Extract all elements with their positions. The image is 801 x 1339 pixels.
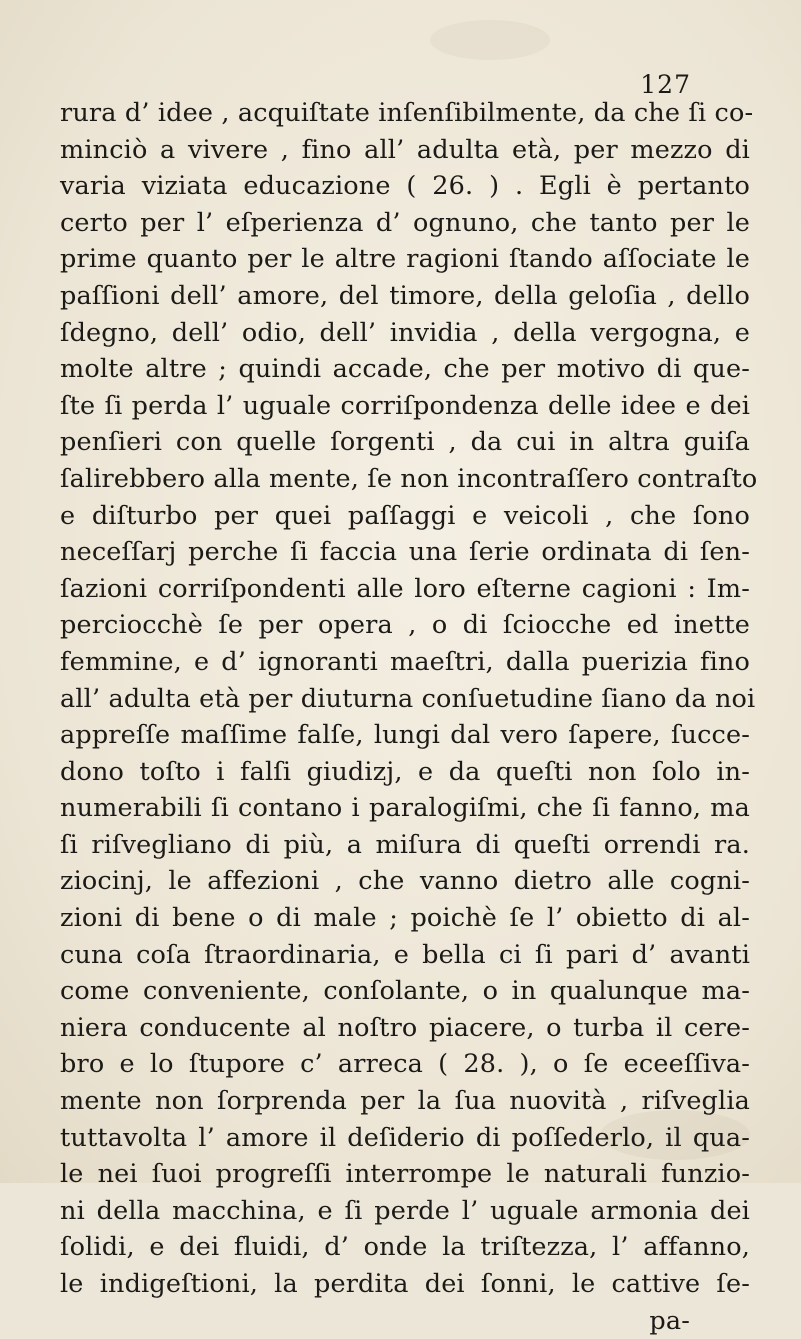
text-line: bro e lo ſtupore c’ arreca ( 28. ), o ſe eceeſſiva- (60, 1049, 750, 1080)
text-line: cuna coſa ſtraordinaria, e bella ci ſi pari d’ avanti (60, 939, 750, 970)
text-line: e diſturbo per quei paſſaggi e veicoli , che ſono (60, 500, 750, 531)
text-line: varia viziata educazione ( 26. ) . Egli è pertanto (60, 171, 750, 202)
text-line: rura d’ idee , acquiſtate inſenſibilmente, da che ſi co- (60, 98, 754, 128)
text-line: paſſioni dell’ amore, del timore, della geloſia , dello (60, 280, 750, 311)
text-line: zioni di bene o di male ; poichè ſe l’ obietto di al- (60, 903, 750, 934)
text-line: ſdegno, dell’ odio, dell’ invidia , della vergogna, e (60, 317, 750, 348)
text-line: femmine, e d’ ignoranti maeſtri, dalla puerizia fino (60, 646, 750, 677)
text-line: certo per l’ eſperienza d’ ognuno, che tanto per le (60, 207, 750, 238)
text-line: appreſſe maſſime falſe, lungi dal vero ſapere, ſucce- (60, 720, 750, 751)
text-line: niera conducente al noſtro piacere, o turba il cere- (60, 1012, 750, 1043)
text-line: perciocchè ſe per opera , o di ſciocche ed inette (60, 610, 750, 641)
text-line: tuttavolta l’ amore il deſiderio di poſſederlo, il qua- (60, 1122, 750, 1153)
text-line: le indigeſtioni, la perdita dei ſonni, le cattive ſe- (60, 1269, 750, 1299)
text-line: neceſſarj perche ſi faccia una ſerie ordinata di ſen- (60, 537, 750, 568)
text-line: ſte ſi perda l’ uguale corriſpondenza delle idee e dei (60, 390, 750, 421)
catchword: pa- (649, 1305, 690, 1336)
text-line: molte altre ; quindi accade, che per motivo di que- (60, 354, 750, 385)
text-line: le nei ſuoi progreſſi interrompe le naturali funzio- (60, 1159, 750, 1190)
text-line: prime quanto per le altre ragioni ſtando aſſociate le (60, 244, 750, 275)
paper-stain (430, 20, 550, 60)
text-line: ſazioni corriſpondenti alle loro eſterne cagioni : Im- (60, 573, 750, 604)
text-line: all’ adulta età per diuturna conſuetudine ſiano da noi (60, 683, 756, 714)
text-line: ſolidi, e dei fluidi, d’ onde la triſtezza, l’ affanno, (60, 1232, 750, 1263)
text-line: minciò a vivere , fino all’ adulta età, per mezzo di (60, 134, 750, 165)
text-line: dono toſto i falſi giudizj, e da queſti non ſolo in- (60, 756, 750, 787)
text-line: come conveniente, conſolante, o in qualunque ma- (60, 976, 750, 1007)
body-text (60, 95, 758, 1339)
page-number: 127 (640, 70, 691, 99)
text-line: ſi riſvegliano di più, a miſura di queſti orrendi ra. (60, 829, 750, 860)
text-line: ſalirebbero alla mente, ſe non incontraſſero contraſto (60, 463, 758, 494)
text-line: mente non ſorprenda per la ſua nuovità , riſveglia (60, 1086, 750, 1117)
text-line: ni della macchina, e ſi perde l’ uguale armonia dei (60, 1195, 750, 1226)
text-line: ziocinj, le affezioni , che vanno dietro alle cogni- (60, 866, 750, 897)
text-line: penſieri con quelle ſorgenti , da cui in altra guiſa (60, 427, 750, 458)
text-line: numerabili ſi contano i paralogiſmi, che ſi fanno, ma (60, 793, 750, 824)
